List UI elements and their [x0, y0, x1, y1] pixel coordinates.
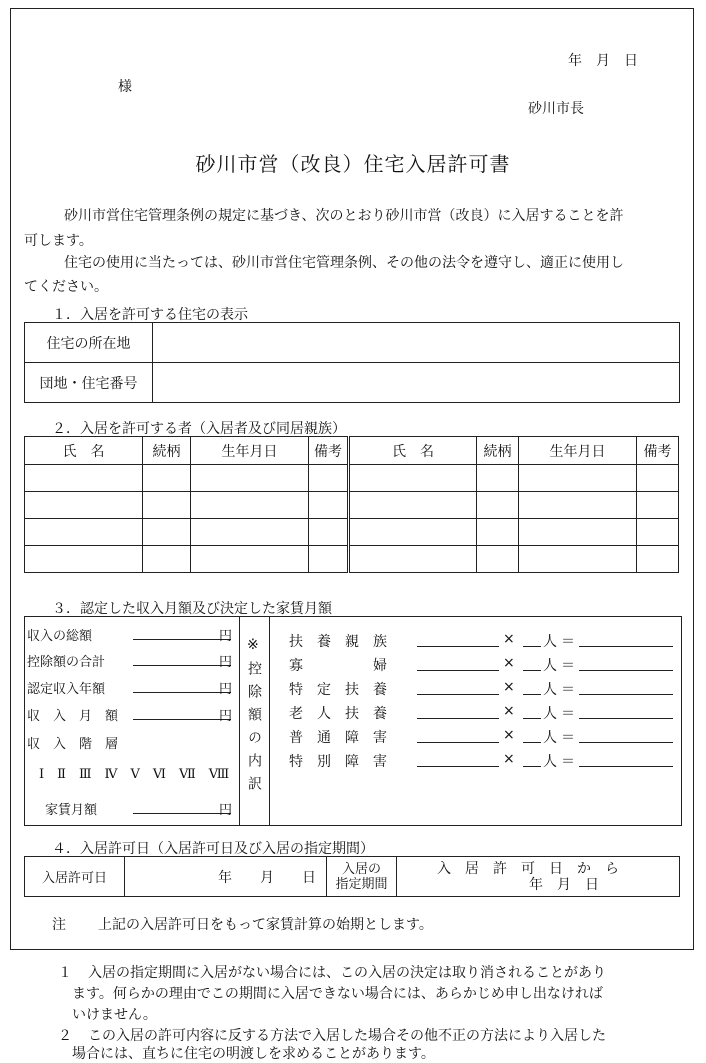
- unit-number-label: 団地・住宅番号: [25, 363, 153, 403]
- footnote-2-number: ２: [58, 1028, 72, 1044]
- designated-period-label-2: 指定期間: [335, 876, 388, 892]
- deduction-row: [289, 751, 679, 771]
- divider: [269, 617, 270, 825]
- amount-line: [417, 670, 499, 671]
- times-sign: ×: [503, 655, 515, 671]
- intro-line-1: 砂川市営住宅管理条例の規定に基づき、次のとおり砂川市営（改良）に入居することを許: [64, 208, 624, 224]
- footnote-2-line-1: この入居の許可内容に反する方法で入居した場合その他不正の方法により入居した: [88, 1028, 606, 1044]
- permit-date-value: 年 月 日: [125, 857, 327, 897]
- designated-period-label: [327, 857, 397, 897]
- deduction-label: 寡 婦: [289, 658, 387, 674]
- header-relation-2: 続柄: [477, 437, 519, 465]
- designated-period-value: [397, 857, 680, 897]
- intro-line-4: てください。: [24, 279, 108, 295]
- deduction-row: [289, 655, 679, 675]
- section3-heading: ３．認定した収入月額及び決定した家賃月額: [52, 601, 332, 617]
- header-name-1: 氏 名: [25, 437, 143, 465]
- table-row: [25, 519, 679, 546]
- persons-label: 人: [543, 658, 557, 674]
- housing-table: [24, 322, 680, 403]
- deduction-label: 特 別 障 害: [289, 754, 387, 770]
- designated-period-label-1: 入居の: [341, 861, 381, 877]
- date-label: 年 月 日: [568, 53, 638, 69]
- count-line: [523, 670, 541, 671]
- unit-number-value: [153, 363, 680, 403]
- footnote-1-number: １: [58, 965, 72, 981]
- income-class-numerals: Ⅰ Ⅱ Ⅲ Ⅳ Ⅴ Ⅵ Ⅶ Ⅷ: [39, 767, 230, 782]
- persons-label: 人: [543, 706, 557, 722]
- annual-income-line: [133, 692, 231, 693]
- section1-heading: １．入居を許可する住宅の表示: [52, 307, 248, 323]
- income-total-label: 収入の総額: [27, 629, 93, 644]
- deduction-total-label: 控除額の合計: [27, 655, 106, 670]
- persons-label: 人: [543, 634, 557, 650]
- amount-line: [417, 742, 499, 743]
- divider: [239, 617, 240, 825]
- rent-unit: 円: [219, 803, 233, 818]
- header-birthdate-2: 生年月日: [519, 437, 637, 465]
- address-value: [153, 323, 680, 363]
- times-sign: ×: [503, 679, 515, 695]
- amount-line: [417, 718, 499, 719]
- times-sign: ×: [503, 631, 515, 647]
- header-remarks-2: 備考: [637, 437, 679, 465]
- count-line: [523, 646, 541, 647]
- footnote-1-line-3: いけません。: [72, 1007, 157, 1023]
- deduction-label: 老 人 扶 養: [289, 706, 387, 722]
- result-line: [579, 646, 673, 647]
- addressee-suffix: 様: [118, 79, 132, 95]
- result-line: [579, 670, 673, 671]
- rent-label: 家賃月額: [45, 803, 98, 818]
- result-line: [579, 694, 673, 695]
- intro-line-3: 住宅の使用に当たっては、砂川市営住宅管理条例、その他の法令を遵守し、適正に使用し: [64, 255, 624, 271]
- result-line: [579, 766, 673, 767]
- income-total-line: [133, 639, 231, 640]
- income-box: [24, 616, 682, 826]
- times-sign: ×: [503, 727, 515, 743]
- deduction-total-line: [133, 665, 231, 666]
- amount-line: [417, 694, 499, 695]
- deduction-total-unit: 円: [219, 655, 233, 670]
- deduction-row: [289, 703, 679, 723]
- deduction-row: [289, 727, 679, 747]
- deduction-mark: ※: [247, 637, 259, 653]
- deduction-breakdown-label: 控除額の内訳: [246, 661, 262, 799]
- period-line-1: 入 居 許 可 日 か ら: [437, 860, 619, 877]
- monthly-income-label: 収 入 月 額: [27, 709, 119, 724]
- footnote-1-line-2: ます。何らかの理由でこの期間に入居できない場合には、あらかじめ申し出なければ: [72, 986, 603, 1002]
- equals-sign: ＝: [561, 658, 575, 674]
- persons-label: 人: [543, 682, 557, 698]
- permit-date-label: 入居許可日: [25, 857, 125, 897]
- count-line: [523, 718, 541, 719]
- deduction-row: [289, 631, 679, 651]
- intro-line-2: 可します。: [24, 233, 93, 249]
- count-line: [523, 694, 541, 695]
- header-name-2: 氏 名: [349, 437, 477, 465]
- period-line-2: 年 月 日: [529, 876, 599, 893]
- table-row: [25, 546, 679, 573]
- deduction-label: 扶 養 親 族: [289, 634, 387, 650]
- annual-income-unit: 円: [219, 682, 233, 697]
- equals-sign: ＝: [561, 682, 575, 698]
- persons-label: 人: [543, 730, 557, 746]
- amount-line: [417, 766, 499, 767]
- annual-income-label: 認定収入年額: [27, 682, 106, 697]
- note-mark: 注: [52, 917, 66, 933]
- header-relation-1: 続柄: [143, 437, 191, 465]
- header-remarks-1: 備考: [309, 437, 349, 465]
- amount-line: [417, 646, 499, 647]
- footnote-2-line-2: 場合には、直ちに住宅の明渡しを求めることがあります。: [72, 1046, 435, 1062]
- count-line: [523, 766, 541, 767]
- monthly-income-line: [133, 719, 231, 720]
- income-class-label: 収 入 階 層: [27, 737, 119, 752]
- note-text: 上記の入居許可日をもって家賃計算の始期とします。: [98, 917, 433, 933]
- result-line: [579, 742, 673, 743]
- result-line: [579, 718, 673, 719]
- count-line: [523, 742, 541, 743]
- times-sign: ×: [503, 751, 515, 767]
- persons-label: 人: [543, 754, 557, 770]
- header-birthdate-1: 生年月日: [191, 437, 309, 465]
- times-sign: ×: [503, 703, 515, 719]
- equals-sign: ＝: [561, 754, 575, 770]
- table-row: [25, 465, 679, 492]
- section2-heading: ２．入居を許可する者（入居者及び同居親族）: [52, 421, 346, 437]
- address-label: 住宅の所在地: [25, 323, 153, 363]
- occupants-table: [24, 436, 679, 573]
- monthly-income-unit: 円: [219, 709, 233, 724]
- deduction-label: 普 通 障 害: [289, 730, 387, 746]
- equals-sign: ＝: [561, 706, 575, 722]
- footnote-1-line-1: 入居の指定期間に入居がない場合には、この入居の決定は取り消されることがあり: [88, 965, 606, 981]
- document-title: 砂川市営（改良）住宅入居許可書: [195, 152, 511, 176]
- rent-line: [133, 813, 231, 814]
- section4-heading: ４．入居許可日（入居許可日及び入居の指定期間）: [52, 841, 374, 857]
- permit-date-table: [24, 856, 680, 897]
- equals-sign: ＝: [561, 730, 575, 746]
- deduction-row: [289, 679, 679, 699]
- equals-sign: ＝: [561, 634, 575, 650]
- table-row: [25, 492, 679, 519]
- income-total-unit: 円: [219, 629, 233, 644]
- issuer-name: 砂川市長: [528, 101, 584, 117]
- deduction-label: 特 定 扶 養: [289, 682, 387, 698]
